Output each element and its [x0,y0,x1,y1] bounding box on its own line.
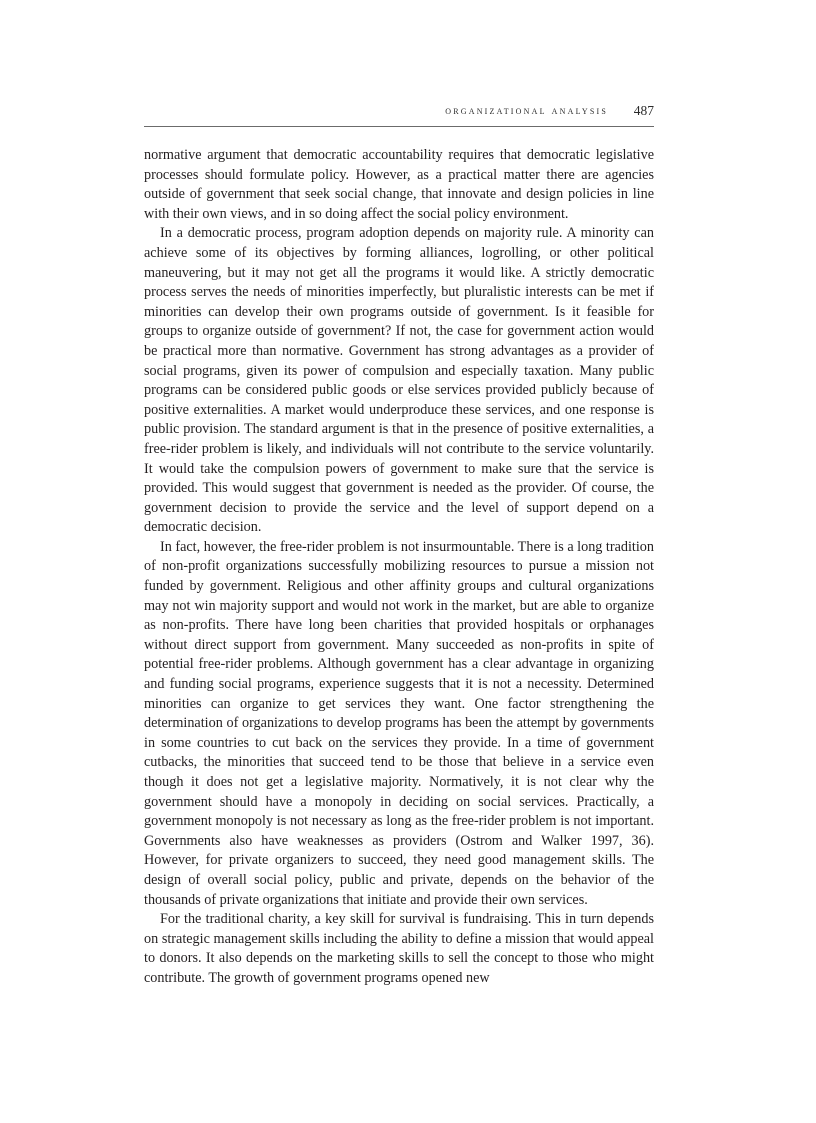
running-head [144,104,654,127]
paragraph: In fact, however, the free-rider problem is not insurmountable. There is a long tradition of non-profit organizations successfully mobilizing resources to pursue a mission not funded by government. Religious and other affinity groups and cultural organizations may not win majority support and would not work in the market, but are able to organize as non-profits. There have long been charities that provided hospitals or orphanages without direct support from government. Many succeeded as non-profits in spite of potential free-rider problems. Although government has a clear advantage in organizing and funding social programs, experience suggests that it is not a necessity. Determined minorities can organize to get services they want. One factor strengthening the determination of organizations to develop programs has been the attempt by governments in some countries to cut back on the services they provide. In a time of government cutbacks, the minorities that succeed tend to be those that believe in a service even though it does not get a legislative majority. Normatively, it is not clear why the government should have a monopoly in deciding on social services. Practically, a government monopoly is not necessary as long as the free-rider problem is not important. Governments also have weaknesses as providers (Ostrom and Walker 1997, 36). However, for private organizers to succeed, they need good management skills. The design of overall social policy, public and private, depends on the behavior of the thousands of private organizations that initiate and provide their own services. [144,538,654,908]
body-text [144,146,654,989]
running-title: organizational analysis [445,105,608,117]
paragraph: For the traditional charity, a key skill for survival is fundraising. This in turn depends on strategic management skills including the ability to define a mission that would appeal to donors. It also depends on the marketing skills to sell the concept to those who might contribute. The growth of government programs opened new [144,911,654,986]
book-page [144,0,656,1123]
page-number: 487 [633,103,654,118]
paragraph: In a democratic process, program adoption depends on majority rule. A minority can achieve some of its objectives by forming alliances, logrolling, or other political maneuvering, but it may not get all the programs it would like. A strictly democratic process serves the needs of minorities imperfectly, but pluralistic interests can be met if minorities can develop their own programs outside of government. Is it feasible for groups to organize outside of government? If not, the case for government action would be practical more than normative. Government has strong advantages as a provider of social programs, given its power of compulsion and especially taxation. Many public programs can be considered public goods or else services provided publicly because of positive externalities. A market would underproduce these services, and one response is public provision. The standard argument is that in the presence of positive externalities, a free-rider problem is likely, and individuals will not contribute to the service voluntarily. It would take the compulsion powers of government to make sure that the service is provided. This would suggest that government is needed as the provider. Of course, the government decision to provide the service and the level of support depend on a democratic decision. [144,225,654,536]
paragraph-continued: normative argument that democratic accountability requires that democratic legislative processes should formulate policy. However, as a practical matter there are agencies outside of government that seek social change, that innovate and design policies in line with their own views, and in so doing affect the social policy environment. [144,147,654,222]
